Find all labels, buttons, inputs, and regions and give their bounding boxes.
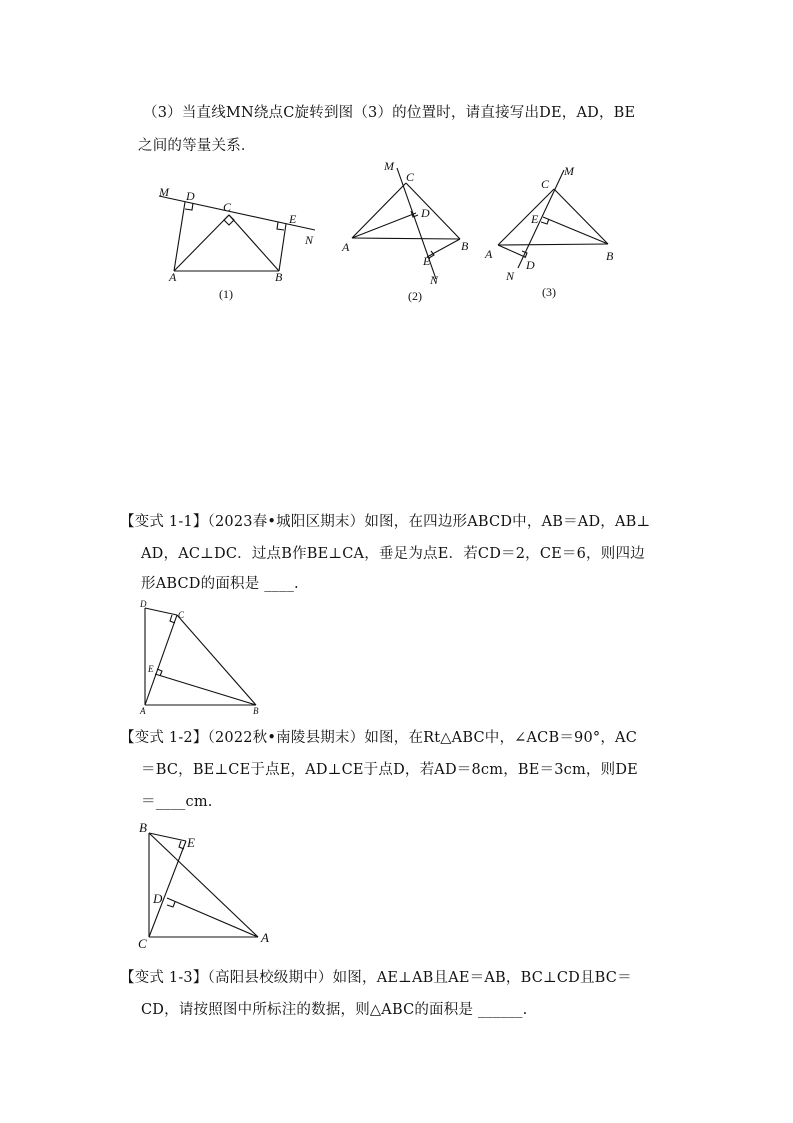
segment-be [279, 224, 286, 271]
segment-ba [149, 833, 258, 937]
label-B: B [139, 820, 147, 835]
figure-2 [338, 155, 478, 310]
problem3-line2: 之间的等量关系． [138, 138, 256, 154]
segment-ad [352, 213, 416, 238]
variant1-1-line2: AD，AC⊥DC．过点B作BE⊥CA，垂足为点E．若CD＝2，CE＝6，则四边 [141, 546, 645, 562]
problem3-line1: （3）当直线MN绕点C旋转到图（3）的位置时，请直接写出DE，AD，BE [143, 105, 636, 121]
label-A: A [140, 706, 146, 716]
label-E: E [289, 212, 297, 226]
variant1-3-line2: CD，请按照图中所标注的数据，则△ABC的面积是 ______. [141, 1002, 528, 1018]
label-B: B [253, 706, 259, 716]
right-angle-mark-e [541, 219, 549, 224]
label-A: A [485, 247, 493, 261]
label-N: N [305, 233, 314, 247]
caption-2: (2) [408, 289, 422, 303]
segment-cb [177, 615, 256, 705]
right-angle-mark-d [167, 902, 175, 907]
segment-ce [149, 841, 186, 937]
label-A: A [261, 930, 269, 945]
segment-da [167, 898, 258, 937]
label-D: D [526, 258, 535, 272]
segment-ca [352, 183, 406, 238]
figure-3 [482, 160, 622, 305]
variant1-2-line2: ＝BC，BE⊥CE于点E，AD⊥CE于点D，若AD＝8cm，BE＝3cm，则DE [141, 762, 638, 778]
segment-be [543, 217, 608, 244]
label-E: E [531, 212, 539, 226]
segment-cb [554, 189, 608, 244]
segment-cb [229, 215, 279, 271]
figure-variant1-1 [135, 595, 270, 720]
label-D: D [186, 189, 195, 203]
label-C: C [223, 200, 232, 214]
caption-3: (3) [542, 285, 556, 299]
label-N: N [430, 273, 439, 287]
variant1-3-line1: 【变式 1-3】（高阳县校级期中）如图，AE⊥AB且AE＝AB，BC⊥CD且BC＝ [120, 970, 632, 986]
label-C: C [178, 610, 185, 620]
label-B: B [461, 239, 469, 253]
label-M: M [384, 159, 394, 173]
label-B: B [275, 270, 283, 284]
caption-1: (1) [219, 287, 233, 301]
segment-ab [352, 238, 460, 239]
label-C: C [138, 936, 147, 951]
label-B: B [606, 249, 614, 263]
segment-cb [406, 183, 460, 239]
label-D: D [153, 891, 163, 906]
right-angle-mark-c [224, 215, 234, 225]
variant1-2-line1: 【变式 1-2】（2022秋•南陵县期末）如图，在Rt△ABC中，∠ACB＝90°，AC [120, 730, 637, 746]
variant1-1-line3: 形ABCD的面积是 ____. [141, 576, 299, 592]
segment-be [427, 239, 460, 257]
figure-1 [155, 180, 325, 305]
variant1-2-line3: ＝____cm. [141, 794, 213, 810]
segment-ac [145, 615, 177, 705]
label-A: A [342, 240, 350, 254]
segment-dc [145, 608, 177, 615]
label-C: C [541, 177, 550, 191]
segment-ad [498, 245, 525, 257]
label-A: A [169, 270, 177, 284]
segment-ca [498, 189, 554, 245]
variant1-1-line1: 【变式 1-1】（2023春•城阳区期末）如图，在四边形ABCD中，AB＝AD，AB⊥ [120, 514, 651, 530]
label-N: N [506, 269, 515, 283]
label-D: D [140, 599, 147, 609]
right-angle-mark-d [185, 203, 193, 210]
label-C: C [406, 170, 415, 184]
segment-ad [174, 202, 185, 271]
segment-ac [174, 215, 229, 271]
label-E: E [423, 254, 431, 268]
segment-ab [498, 244, 608, 245]
label-E: E [148, 664, 154, 674]
label-D: D [421, 206, 430, 220]
label-M: M [564, 164, 574, 178]
label-E: E [187, 835, 195, 850]
label-M: M [159, 185, 169, 199]
figure-variant1-2 [130, 815, 280, 955]
segment-be [149, 833, 186, 841]
segment-eb [155, 674, 256, 705]
